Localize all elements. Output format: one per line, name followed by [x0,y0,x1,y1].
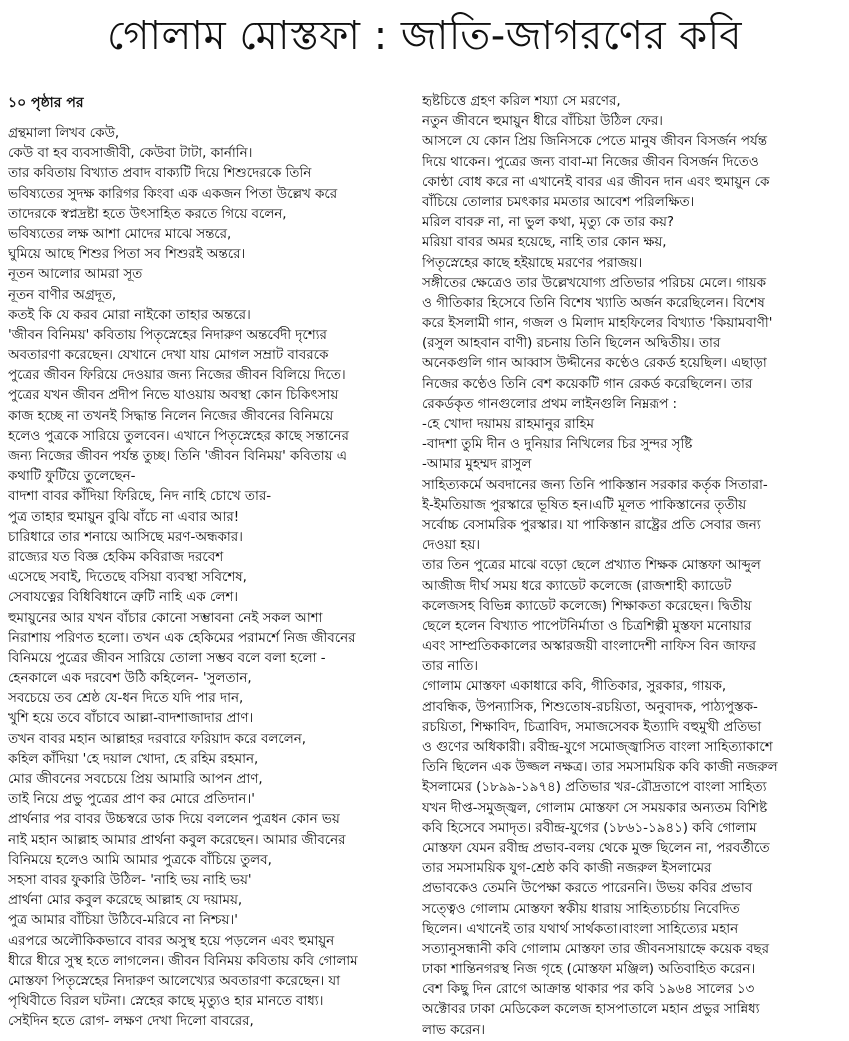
text-line: নিরাশায় পরিণত হলো। তখন এক হেকিমের পরামর্শে নিজ জীবনের [8,630,356,646]
text-line: রচয়িতা, শিক্ষাবিদ, চিত্রাবিদ, সমাজসেবক ইত্যাদি বহুমুখী প্রতিভা [422,719,762,735]
text-line: দেওয়া হয়। [422,538,481,554]
text-line: ছেলে হলেন বিখ্যাত পাপেটনির্মাতা ও চিত্রশিল্পী মুস্তফা মনোয়ার [422,618,752,634]
text-line: ই-ইমতিয়াজ পুরস্কারে ভূষিত হন।এটি মূলত পাকিস্তানের তৃতীয় [422,497,747,513]
text-line: সত্ত্বেও গোলাম মোস্তফা স্বকীয় ধারায় সাহিত্যচর্চায় নিবেদিত [422,901,740,917]
text-line: নূতন বাণীর অগ্রদূত, [8,287,117,303]
left-column-body [8,124,410,1032]
text-line: লাভ করেন। [422,1022,485,1038]
text-line: খুশি হয়ে তবে বাঁচাবে আল্লা-বাদশাজাদার প্রাণ। [8,711,254,727]
text-line: নূতন আলোর আমরা সূত [8,267,143,283]
text-line: এরপরে অলৌকিকভাবে বাবর অসুস্থ হয়ে পড়লেন এবং হুমায়ুন [8,933,335,949]
text-line: কোন্ঠা বোধ করে না এখানেই বাবর এর জীবন দান এবং হুমায়ুন কে [422,174,770,190]
text-line: -হে খোদা দয়াময় রাহমানুর রাহিম [422,417,594,432]
text-line: কেউ বা হব ব্যবসাজীবী, কেউবা টাটা, কার্নানি। [8,146,253,162]
text-line: বাদশা বাবর কাঁদিয়া ফিরিছে, নিদ নাহি চোখে তার- [8,489,272,505]
text-line: ইসলামের (১৮৯৯-১৯৭৪) প্রতিভার খর-রৌদ্রতাপে বাংলা সাহিত্য [422,780,767,796]
text-line: (রসুল আহবান বাণী) রচনায় তিনি ছিলেন অদ্বিতীয়। তার [422,336,721,352]
text-line: পুত্রের জীবন ফিরিয়ে দেওয়ার জন্য নিজের জীবন বিলিয়ে দিতে। [8,368,346,384]
text-line: ছিলেন। এখানেই তার যথার্থ সার্থকতা।বাংলা সাহিত্যের মহান [422,921,739,937]
text-line: -বাদশা তুমি দীন ও দুনিয়ার নিখিলের চির সুন্দর সৃষ্টি [422,437,693,453]
text-line: পৃথিবীতে বিরল ঘটনা। স্নেহের কাছে মৃত্যুও হার মানতে বাধ্য। [8,994,324,1010]
text-line: গ্রন্থমালা লিখব কেউ, [8,126,120,141]
text-line: সেইদিন হতে রোগ- লক্ষণ দেখা দিলো বাবরের, [8,1014,254,1030]
text-line: সবচেয়ে তব শ্রেষ্ঠ যে-ধন দিতে যদি পার দান, [8,691,244,707]
text-line: মোস্তফা যেমন রবীন্দ্র প্রভাব-বলয় থেকে মুক্ত ছিলেন না, পরবর্তীতে [422,840,770,856]
text-line: প্রভাবকেও তেমনি উপেক্ষা করতে পারেননি। উভয় কবির প্রভাব [422,881,753,897]
text-line: ভবিষ্যতের লক্ষ আশা মোদের মাঝে সন্তরে, [8,226,232,242]
text-line: দিয়ে থাকেন। পুত্রের জন্য বাবা-মা নিজের জীবন বিসর্জন দিতেও [422,154,759,170]
text-line: নিজের কণ্ঠেও তিনি বেশ কয়েকটি গান রেকর্ড করেছিলেন। তার [422,376,753,392]
text-line: আসলে যে কোন প্রিয় জিনিসকে পেতে মানুষ জীবন বিসর্জন পর্যন্ত [422,134,767,150]
text-line: নাই মহান আল্লাহ আমার প্রার্থনা কবুল করেছেন। আমার জীবনের [8,832,346,848]
text-line: মোস্তফা পিতৃস্নেহের নিদারুণ আলেখ্যের অবতারণা করেছেন। যা [8,973,341,989]
right-column-body [422,92,840,1041]
text-line: সর্বোচ্চ বেসামরিক পুরস্কার। যা পাকিস্তান রাষ্ট্রের প্রতি সেবার জন্য [422,517,761,533]
text-line: মরিয়া বাবর অমর হয়েছে, নাহি তার কোন ক্ষয়, [422,235,667,251]
text-line: পুত্রের যখন জীবন প্রদীপ নিভে যাওয়ায় অবস্থা কোন চিকিৎসায় [8,388,339,404]
text-line: বিনিময়ে পুত্রের জীবন সারিয়ে তোলা সম্ভব বলে বলা হলো - [8,650,326,666]
text-line: নতুন জীবনে হুমায়ুন ধীরে বাঁচিয়া উঠিল ফের। [422,114,663,130]
text-line: সহসা বাবর ফুকারি উঠিল- 'নাহি ভয় নাহি ভয়' [8,872,252,888]
text-line: তখন বাবর মহান আল্লাহর দরবারে ফরিয়াদ করে বললেন, [8,731,306,747]
text-line: কাজ হচ্ছে না তখনই সিদ্ধান্ত নিলেন নিজের জীবনের বিনিময়ে [8,408,334,424]
continued-from-label: ১০ পৃষ্ঠার পর [8,95,84,111]
text-line: বিনিময়ে হলেও আমি আমার পুত্রকে বাঁচিয়ে তুলব, [8,852,272,868]
text-line: প্রার্থনার পর বাবর উচ্চস্বরে ডাক দিয়ে বললেন পুত্রধন কোন ভয় [8,812,340,828]
text-line: রেকর্ডকৃত গানগুলোর প্রথম লাইনগুলি নিম্নরূপ : [422,396,678,412]
text-line: সাহিত্যকর্মে অবদানের জন্য তিনি পাকিস্তান সরকার কর্তৃক সিতারা- [422,477,768,493]
text-line: হৃষ্টচিত্তে গ্রহণ করিল শয্যা সে মরণের, [422,94,621,109]
text-line: কথাটি ফুটিয়ে তুলেছেন- [8,469,136,485]
left-column [8,92,410,1032]
text-line: চারিধারে তার শনায়ে আসিছে মরণ-অন্ধকার। [8,529,243,545]
text-line: সেবাযত্নের বিধিবিধানে ত্রুটি নাহি এক লেশ। [8,590,239,606]
text-line: ও গুণের অধিকারী। রবীন্দ্র-যুগে সমোজ্জ্বাসিত বাংলা সাহিত্যাকাশে [422,740,773,755]
text-line: এবং সাম্প্রতিককালের অস্কারজয়ী বাংলাদেশী নাফিস বিন জাফর [422,639,757,655]
text-line: প্রাবন্ধিক, উপন্যাসিক, শিশুতোষ-রচয়িতা, অনুবাদক, পাঠ্যপুস্তক- [422,699,758,715]
text-line: মোর জীবনের সবচেয়ে প্রিয় আমারি আপন প্রাণ, [8,772,263,787]
text-line: তাদেরকে স্বপ্নদ্রষ্টা হতে উৎসাহিত করতে গিয়ে বলেন, [8,206,287,222]
article-headline: গোলাম মোস্তফা : জাতি-জাগরণের কবি [107,13,742,59]
text-line: মরিল বাবরু না, না ভুল কথা, মৃত্যু কে তার কয়? [422,215,674,231]
text-line: কবি হিসেবে সমাদৃত। রবীন্দ্র-যুগের (১৮৬১-১৯৪১) কবি গোলাম [422,820,757,836]
text-line: রাজ্যের যত বিজ্ঞ হেকিম কবিরাজ দরবেশ [8,549,224,565]
text-line: ঢাকা শান্তিনগরস্থ নিজ গৃহে (মোস্তফা মঞ্জিল) অতিবাহিত করেন। [422,962,756,978]
text-line: অক্টোবর ঢাকা মেডিকেল কলেজ হাসপাতালে মহান প্রভুর সান্নিধ্য [422,1002,760,1018]
text-line: ভবিষ্যতের সুদক্ষ কারিগর কিংবা এক একজন পিতা উল্লেখ করে [8,186,338,202]
text-line: বেশ কিছু দিন রোগে আক্রান্ত থাকার পর কবি ১৯৬৪ সালের ১৩ [422,982,755,998]
text-line: প্রার্থনা মোর কবুল করেছে আল্লাহ যে দয়াময়, [8,893,243,909]
text-line: কহিল কাঁদিয়া 'হে দয়াল খোদা, হে রহিম রহমান, [8,751,259,767]
text-line: পুত্র তাহার হুমায়ুন বুঝি বাঁচে না এবার আর! [8,509,240,525]
text-line: -আমার মুহম্মদ রাসুল [422,457,532,473]
text-line: 'জীবন বিনিময়' কবিতায় পিতৃস্নেহের নিদারুণ অন্তর্বেদী দৃশ্যের [8,327,327,343]
text-line: আজীজ দীর্ঘ সময় ধরে ক্যাডেট কলেজে (রাজশাহী ক্যাডেট [422,578,732,594]
text-line: তার সমসাময়িক যুগ-শ্রেষ্ঠ কবি কাজী নজরুল ইসলামের [422,861,712,877]
text-line: গোলাম মোস্তফা একাধারে কবি, গীতিকার, সুরকার, গায়ক, [422,679,727,695]
text-line: পিতৃস্নেহের কাছে হইয়াছে মরণের পরাজয়। [422,255,643,271]
text-line: ও গীতিকার হিসেবে তিনি বিশেষ খ্যাতি অর্জন করেছিলেন। বিশেষ [422,295,765,311]
text-line: তিনি ছিলেন এক উজ্জল নক্ষত্র। তার সমসাময়িক কবি কাজী নজরুল [422,760,778,776]
text-line: ঘুমিয়ে আছে শিশুর পিতা সব শিশুরই অন্তরে। [8,247,246,263]
text-line: এসেছে সবাই, দিতেছে বসিয়া ব্যবস্থা সবিশেষ, [8,570,247,586]
text-line: যখন দীপ্ত-সমুজ্জ্বল, গোলাম মোস্তফা সে সময়কার অন্যতম বিশিষ্ট [422,800,768,816]
text-line: তাই নিয়ে প্রভু পুত্রের প্রাণ কর মোরে প্রতিদান।' [8,792,255,808]
text-line: ধীরে ধীরে সুস্থ হতে লাগলেন। জীবন বিনিময় কবিতায় কবি গোলাম [8,953,358,969]
text-line: কলেজসহ বিভিন্ন ক্যাডেট কলেজে) শিক্ষাকতা করেছেন। দ্বিতীয় [422,598,752,614]
text-line: তার কবিতায় বিখ্যাত প্রবাদ বাক্যটি দিয়ে শিশুদেরকে তিনি [8,166,312,182]
right-column [422,92,840,1041]
text-line: হুমায়ুনের আর যখন বাঁচার কোনো সম্ভাবনা নেই সকল আশা [8,610,323,626]
text-line: পুত্র আমার বাঁচিয়া উঠিবে-মরিবে না নিশ্চয়।' [8,913,238,929]
text-line: তার তিন পুত্রের মাঝে বড়ো ছেলে প্রখ্যাত শিক্ষক মোস্তফা আব্দুল [422,558,761,574]
text-line: বাঁচিয়ে তোলার চমৎকার মমতার আবেশ পরিলক্ষিত। [422,194,695,210]
text-line: অনেকগুলি গান আব্বাস উদ্দীনের কণ্ঠেও রেকর্ড হয়েছিল। এছাড়া [422,356,767,372]
text-line: সত্যানুসন্ধানী কবি গোলাম মোস্তফা তার জীবনসায়াহ্নে কয়েক বছর [422,941,770,957]
text-line: কতই কি যে করব মোরা নাইকো তাহার অন্তরে। [8,307,251,323]
text-line: তার নাতি। [422,659,479,675]
text-line: অবতারণা করেছেন। যেখানে দেখা যায় মোগল সম্রাট বাবরকে [8,348,329,364]
text-line: জন্য নিজের জীবন পর্যন্ত তুচ্ছ। তিনি 'জীবন বিনিময়' কবিতায় এ [8,449,347,464]
text-line: সঙ্গীতের ক্ষেত্রেও তার উল্লেখযোগ্য প্রতিভার পরিচয় মেলে। গায়ক [422,275,766,291]
text-line: করে ইসলামী গান, গজল ও মিলাদ মাহফিলের বিখ্যাত 'কিয়ামবাণী' [422,316,773,332]
text-line: হেনকালে এক দরবেশ উঠি কহিলেন- 'সুলতান, [8,671,252,687]
text-line: হলেও পুত্রকে সারিয়ে তুলবেন। এখানে পিতৃস্নেহের কাছে সন্তানের [8,428,349,444]
